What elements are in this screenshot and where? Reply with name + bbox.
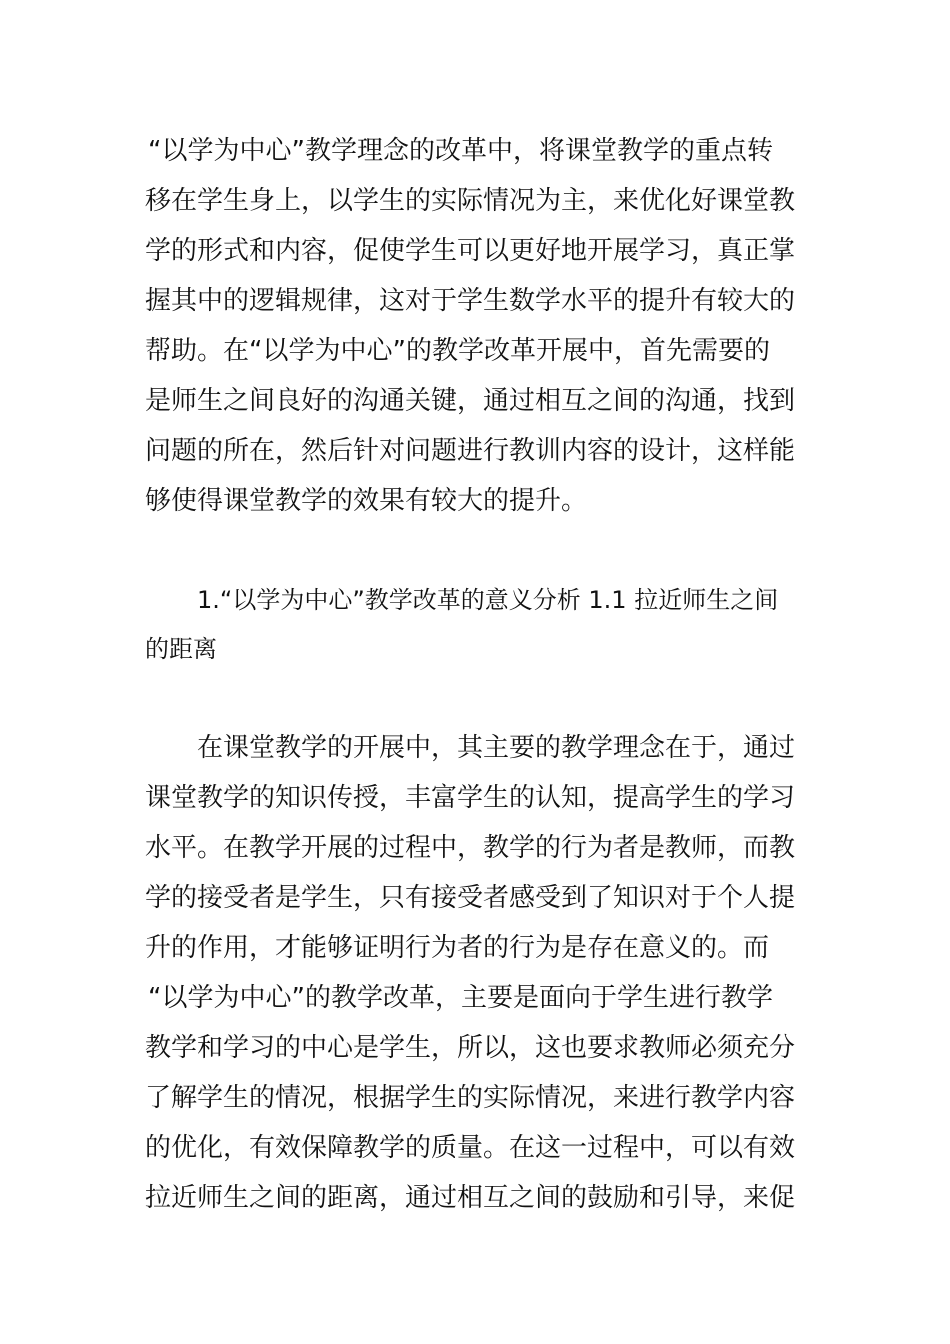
paragraph-2-line-7: 教学和学习的中心是学生，所以，这也要求教师必须充分 — [145, 1033, 796, 1063]
paragraph-2-line-3: 水平。在教学开展的过程中，教学的行为者是教师，而教 — [145, 833, 796, 863]
paragraph-2-line-9: 的优化，有效保障教学的质量。在这一过程中，可以有效 — [145, 1133, 796, 1163]
paragraph-1-line-7: 问题的所在，然后针对问题进行教训内容的设计，这样能 — [145, 436, 796, 466]
paragraph-1-line-3: 学的形式和内容，促使学生可以更好地开展学习，真正掌 — [145, 236, 796, 266]
paragraph-2-line-8: 了解学生的情况，根据学生的实际情况，来进行教学内容 — [145, 1083, 796, 1113]
section-heading-line-1: 1.“以学为中心”教学改革的意义分析 1.1 拉近师生之间 — [197, 586, 779, 614]
paragraph-2-line-10: 拉近师生之间的距离，通过相互之间的鼓励和引导，来促 — [145, 1183, 796, 1213]
paragraph-1-line-5: 帮助。在“以学为中心”的教学改革开展中，首先需要的 — [145, 336, 770, 366]
paragraph-1-line-8: 够使得课堂教学的效果有较大的提升。 — [145, 486, 588, 516]
section-heading-line-2: 的距离 — [145, 635, 217, 663]
paragraph-2-line-6: “以学为中心”的教学改革，主要是面向于学生进行教学 — [148, 983, 773, 1013]
paragraph-1-line-4: 握其中的逻辑规律，这对于学生数学水平的提升有较大的 — [145, 286, 796, 316]
paragraph-2-line-2: 课堂教学的知识传授，丰富学生的认知，提高学生的学习 — [145, 783, 796, 813]
paragraph-2-line-1: 在课堂教学的开展中，其主要的教学理念在于，通过 — [197, 733, 796, 763]
paragraph-1-line-6: 是师生之间良好的沟通关键，通过相互之间的沟通，找到 — [145, 386, 796, 416]
paragraph-2-line-5: 升的作用，才能够证明行为者的行为是存在意义的。而 — [145, 933, 770, 963]
paragraph-1-line-1: “以学为中心”教学理念的改革中，将课堂教学的重点转 — [148, 136, 773, 166]
paragraph-2-line-4: 学的接受者是学生，只有接受者感受到了知识对于个人提 — [145, 883, 796, 913]
paragraph-1-line-2: 移在学生身上，以学生的实际情况为主，来优化好课堂教 — [145, 186, 796, 216]
